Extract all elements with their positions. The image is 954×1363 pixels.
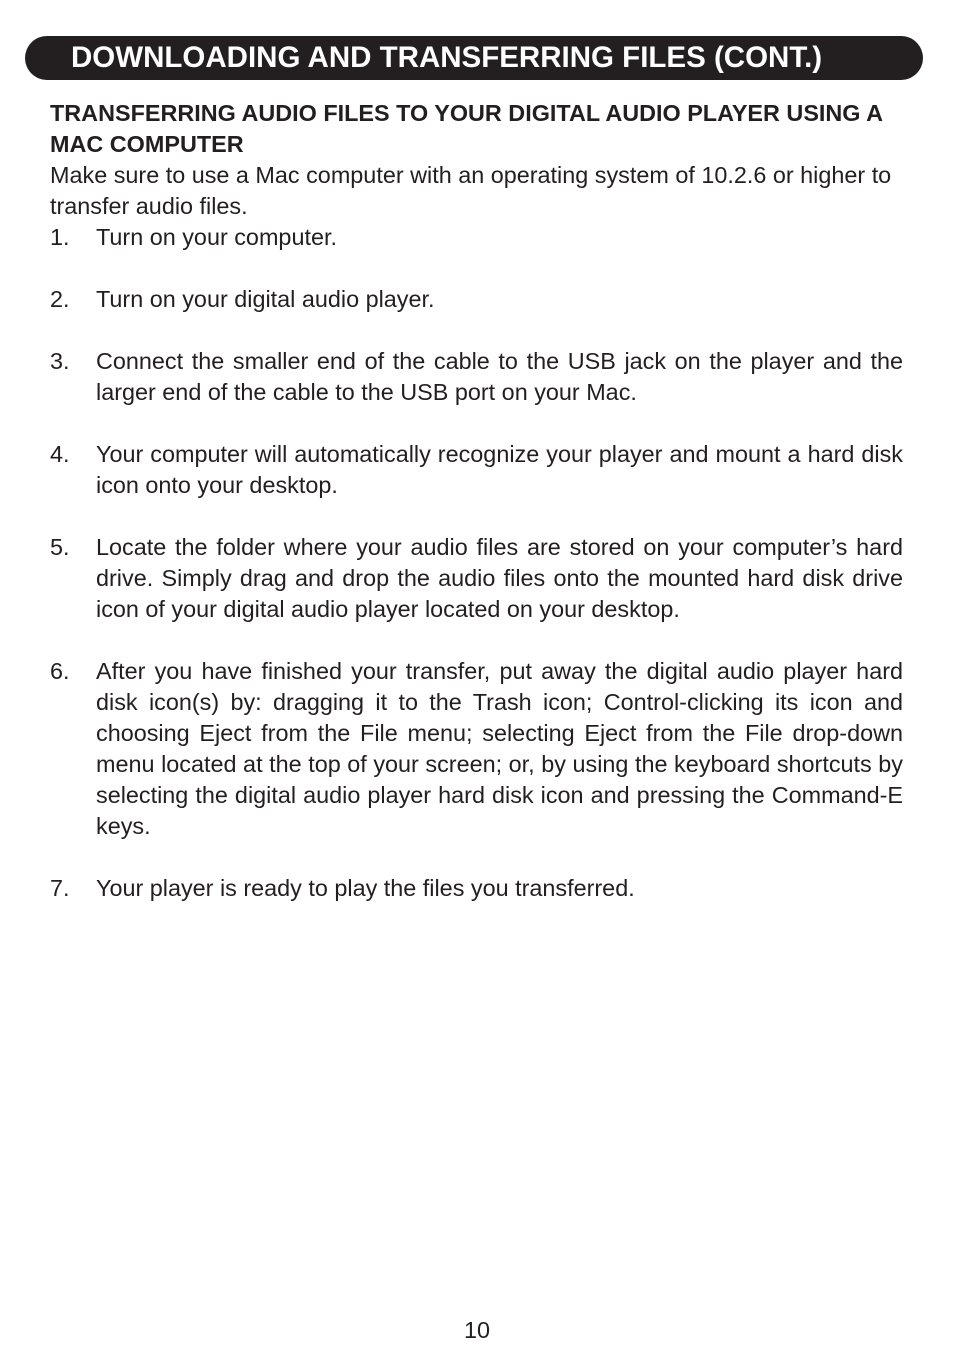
list-item: [50, 284, 903, 315]
step-text: After you have finished your transfer, put away the digital audio player hard disk icon(s) by: dragging it to the Trash icon; Control-clicking its icon and choosing Eject from the File menu; selecting Eject from the File drop-down menu located at the top of your screen; or, by using the keyboard shortcuts by selecting the digital audio player hard disk icon and pressing the Command-E keys.: [96, 658, 903, 839]
header-bar: [25, 36, 923, 80]
step-number: 3.: [50, 348, 70, 374]
step-number: 2.: [50, 286, 70, 312]
section-heading: TRANSFERRING AUDIO FILES TO YOUR DIGITAL AUDIO PLAYER USING A MAC COMPUTER: [50, 100, 883, 157]
step-text: Your player is ready to play the files you transferred.: [96, 875, 635, 901]
page-title: DOWNLOADING AND TRANSFERRING FILES (CONT.): [71, 41, 823, 75]
steps-list: [50, 222, 903, 904]
step-number: 5.: [50, 534, 70, 560]
step-number: 1.: [50, 224, 70, 250]
step-number: 4.: [50, 441, 70, 467]
step-number: 7.: [50, 875, 70, 901]
step-text: Your computer will automatically recognize your player and mount a hard disk icon onto your desktop.: [96, 441, 903, 498]
intro-paragraph: Make sure to use a Mac computer with an operating system of 10.2.6 or higher to transfer audio files.: [50, 162, 892, 219]
step-text: Turn on your digital audio player.: [96, 286, 435, 312]
step-text: Turn on your computer.: [96, 224, 337, 250]
document-body: [50, 98, 903, 935]
step-text: Connect the smaller end of the cable to the USB jack on the player and the larger end of the cable to the USB port on your Mac.: [96, 348, 903, 405]
list-item: [50, 346, 903, 408]
list-item: [50, 873, 903, 904]
step-text: Locate the folder where your audio files are stored on your computer’s hard drive. Simply drag and drop the audio files onto the mounted hard disk drive icon of your digital audio player located on your desktop.: [96, 534, 903, 622]
page-number: 10: [463, 1317, 491, 1343]
list-item: [50, 656, 903, 842]
list-item: [50, 532, 903, 625]
step-number: 6.: [50, 658, 70, 684]
list-item: [50, 222, 903, 253]
list-item: [50, 439, 903, 501]
